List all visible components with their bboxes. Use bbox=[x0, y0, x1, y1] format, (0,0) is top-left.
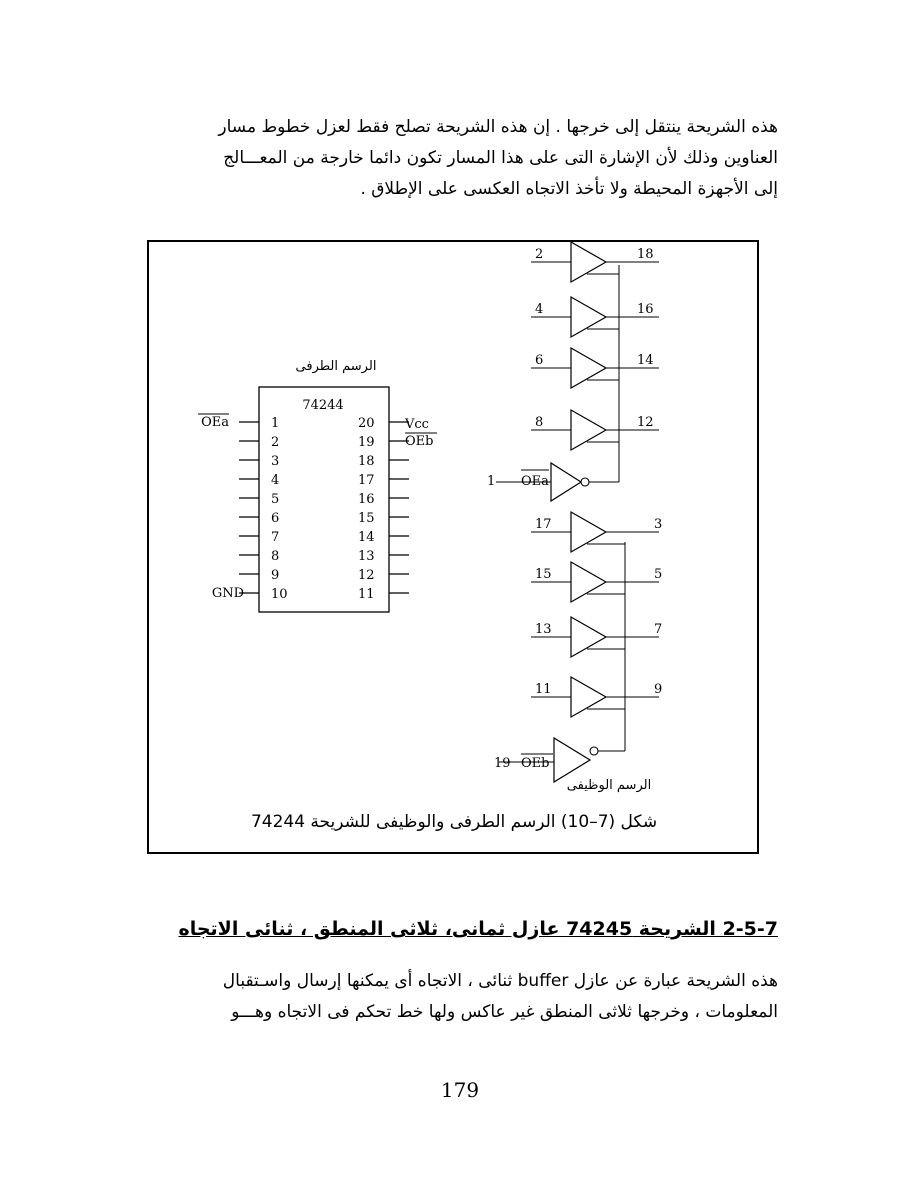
buffer-input-pin: 17 bbox=[535, 517, 552, 532]
pin-number: 16 bbox=[358, 492, 375, 507]
buffer-input-pin: 6 bbox=[535, 353, 544, 368]
paragraph-line: إلى الأجهزة المحيطة ولا تأخذ الاتجاه العكسى على الإطلاق . bbox=[360, 179, 778, 199]
chip-label: 74244 bbox=[302, 398, 344, 413]
buffer-triangle bbox=[571, 677, 606, 717]
pin-number: 7 bbox=[271, 530, 280, 545]
paragraph-top bbox=[138, 112, 778, 205]
buffer-triangle bbox=[571, 297, 606, 337]
oeb-enable-pin: 19 bbox=[494, 756, 511, 771]
pin-number: 13 bbox=[358, 549, 375, 564]
buffer-input-pin: 11 bbox=[535, 682, 552, 697]
pin-number: 1 bbox=[271, 416, 280, 431]
upper-buffer-group bbox=[531, 242, 659, 450]
figure-74244 bbox=[147, 240, 759, 854]
pin-number: 20 bbox=[358, 416, 375, 431]
terminal-diagram-title: الرسم الطرفى bbox=[295, 359, 377, 374]
buffer-output-pin: 3 bbox=[654, 517, 663, 532]
buffer-output-pin: 12 bbox=[637, 415, 654, 430]
buffer-triangle bbox=[571, 410, 606, 450]
paragraph-line: المعلومات ، وخرجها ثلاثى المنطق غير عاكس ولها خط تحكم فى الاتجاه وهـــو bbox=[231, 1002, 778, 1022]
buffer-input-pin: 4 bbox=[535, 302, 544, 317]
buffer-output-pin: 9 bbox=[654, 682, 663, 697]
oeb-inverter-triangle bbox=[554, 738, 590, 782]
buffer-output-pin: 5 bbox=[654, 567, 663, 582]
paragraph-line: العناوين وذلك لأن الإشارة التى على هذا المسار تكون دائما خارجة من المعـــالج bbox=[223, 148, 778, 168]
pin-number: 2 bbox=[271, 435, 280, 450]
right-pin-group bbox=[358, 416, 409, 602]
oea-enable-pin: 1 bbox=[487, 474, 496, 489]
lower-buffer-group bbox=[531, 512, 662, 717]
buffer-input-pin: 2 bbox=[535, 247, 544, 262]
pin-number: 4 bbox=[271, 473, 280, 488]
buffer-output-pin: 14 bbox=[637, 353, 654, 368]
oea-inverter-bubble bbox=[581, 478, 589, 486]
pin-number: 5 bbox=[271, 492, 280, 507]
oea-inverter-triangle bbox=[551, 463, 581, 501]
oea-enable-label: OEa bbox=[521, 474, 549, 489]
figure-caption: شكل (7–10) الرسم الطرفى والوظيفى للشريحة 74244 bbox=[250, 812, 658, 832]
oea-signal-label: OEa bbox=[201, 415, 229, 430]
pin-number: 3 bbox=[271, 454, 280, 469]
buffer-triangle bbox=[571, 348, 606, 388]
pin-number: 17 bbox=[358, 473, 375, 488]
buffer-triangle bbox=[571, 512, 606, 552]
gnd-signal-label: GND bbox=[211, 586, 244, 601]
pin-number: 14 bbox=[358, 530, 375, 545]
pin-number: 6 bbox=[271, 511, 280, 526]
buffer-output-pin: 7 bbox=[654, 622, 663, 637]
pin-number: 10 bbox=[271, 587, 288, 602]
oeb-enable-label: OEb bbox=[521, 756, 550, 771]
paragraph-line: هذه الشريحة ينتقل إلى خرجها . إن هذه الشريحة تصلح فقط لعزل خطوط مسار bbox=[218, 117, 778, 137]
paragraph-bottom bbox=[138, 966, 778, 1028]
oeb-signal-label: OEb bbox=[405, 434, 434, 449]
pin-number: 8 bbox=[271, 549, 280, 564]
pin-number: 12 bbox=[358, 568, 375, 583]
buffer-triangle bbox=[571, 562, 606, 602]
buffer-output-pin: 16 bbox=[637, 302, 654, 317]
pin-number: 9 bbox=[271, 568, 280, 583]
oeb-inverter-bubble bbox=[590, 747, 598, 755]
buffer-triangle bbox=[571, 617, 606, 657]
figure-diagram bbox=[149, 242, 757, 852]
page-number: 179 bbox=[440, 1078, 480, 1102]
buffer-input-pin: 13 bbox=[535, 622, 552, 637]
pin-number: 15 bbox=[358, 511, 375, 526]
paragraph-line: هذه الشريحة عبارة عن عازل buffer ثنائى ، الاتجاه أى يمكنها إرسال واسـتقبال bbox=[222, 971, 778, 991]
pin-number: 19 bbox=[358, 435, 375, 450]
left-pin-group bbox=[239, 416, 288, 602]
buffer-triangle bbox=[571, 242, 606, 282]
buffer-input-pin: 8 bbox=[535, 415, 544, 430]
section-heading: 2-5-7 الشريحة 74245 عازل ثمانى، ثلاثى المنطق ، ثنائى الاتجاه bbox=[178, 918, 778, 940]
vcc-signal-label: Vcc bbox=[405, 417, 429, 432]
functional-diagram-title: الرسم الوظيفى bbox=[566, 778, 652, 793]
pin-number: 18 bbox=[358, 454, 375, 469]
buffer-output-pin: 18 bbox=[637, 247, 654, 262]
buffer-input-pin: 15 bbox=[535, 567, 552, 582]
pin-number: 11 bbox=[358, 587, 375, 602]
